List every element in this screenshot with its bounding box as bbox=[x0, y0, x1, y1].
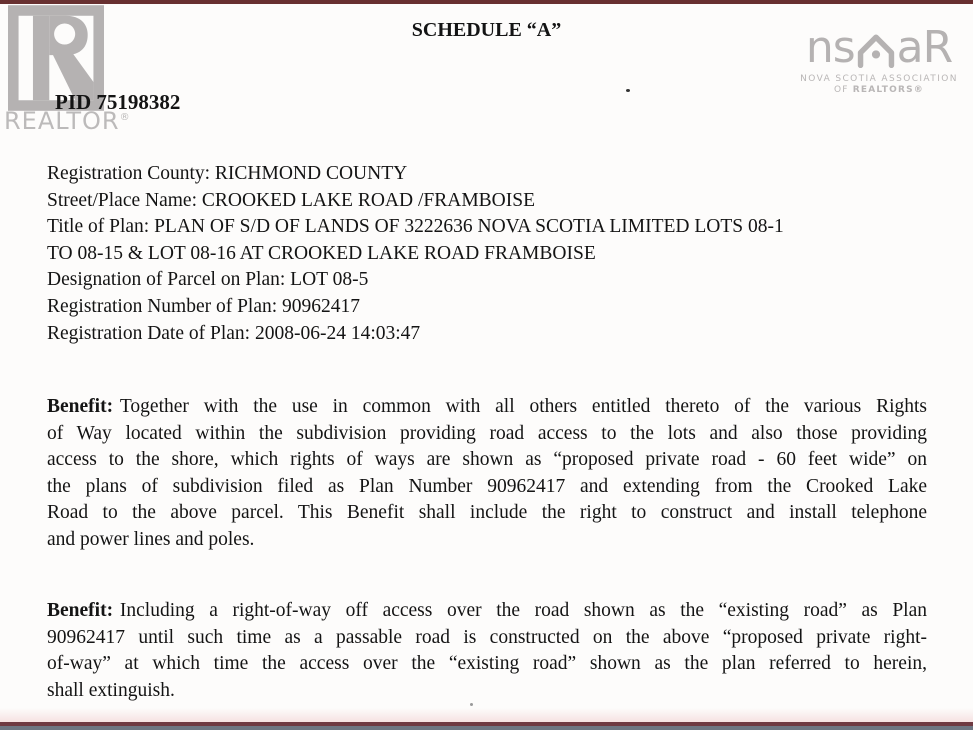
benefit-label: Benefit: bbox=[47, 600, 114, 621]
title-of-plan-line: Title of Plan: PLAN OF S/D OF LANDS OF 3222636 NOVA SCOTIA LIMITED LOTS 08-1 bbox=[47, 216, 784, 238]
benefit1-line: access to the shore, which rights of ways are shown as “proposed private road - 60 feet wide” on bbox=[47, 449, 927, 471]
title-of-plan-continuation-line: TO 08-15 & LOT 08-16 AT CROOKED LAKE ROAD FRAMBOISE bbox=[47, 242, 596, 264]
page-title: SCHEDULE “A” bbox=[411, 19, 562, 41]
bottom-scan-edge bbox=[0, 726, 973, 730]
nsar-letters-ns: ns bbox=[805, 22, 855, 73]
benefit-paragraph-1 bbox=[47, 394, 927, 554]
nsar-subtitle-line2: OF REALTORS® bbox=[833, 85, 925, 95]
nsar-letters-ar: aR bbox=[896, 22, 953, 73]
benefit1-line: Road to the above parcel. This Benefit shall include the right to construct and install telephone bbox=[47, 502, 927, 524]
benefit1-line: and power lines and poles. bbox=[47, 528, 255, 550]
bottom-scan-fade bbox=[0, 708, 973, 722]
parcel-designation-line: Designation of Parcel on Plan: LOT 08-5 bbox=[47, 269, 369, 291]
benefit2-line: 90962417 until such time as a passable road is constructed on the above “proposed private right- bbox=[47, 626, 927, 648]
benefit-paragraph-2 bbox=[47, 598, 927, 704]
registration-county-line: Registration County: RICHMOND COUNTY bbox=[47, 163, 408, 184]
benefit-label: Benefit: bbox=[47, 396, 114, 417]
benefit2-line: Benefit: Including a right-of-way off access over the road shown as the “existing road” as Plan bbox=[47, 600, 927, 621]
realtor-watermark-label: REALTOR® bbox=[4, 107, 131, 135]
registration-number-line: Registration Number of Plan: 90962417 bbox=[47, 295, 361, 317]
top-scan-border bbox=[0, 0, 973, 4]
registration-details-block bbox=[47, 161, 927, 347]
registered-mark: ® bbox=[119, 112, 131, 123]
pid-number: PID 75198382 bbox=[55, 90, 181, 114]
registration-date-line: Registration Date of Plan: 2008-06-24 14:03:47 bbox=[47, 322, 421, 344]
benefit1-line: of Way located within the subdivision providing road access to the lots and also those providing bbox=[47, 422, 927, 444]
benefit1-line: Benefit: Together with the use in common with all others entitled thereto of the various Rights bbox=[47, 396, 927, 417]
benefit2-line: of-way” at which time the access over the “existing road” shown as the plan referred to herein, bbox=[47, 653, 927, 675]
benefit1-line: the plans of subdivision filed as Plan Number 90962417 and extending from the Crooked Lake bbox=[47, 475, 927, 497]
nsar-subtitle-line1: NOVA SCOTIA ASSOCIATION bbox=[800, 74, 958, 84]
scan-speck-artifact bbox=[626, 89, 630, 92]
benefit2-line: shall extinguish. bbox=[47, 679, 175, 701]
street-place-name-line: Street/Place Name: CROOKED LAKE ROAD /FRAMBOISE bbox=[47, 189, 536, 211]
